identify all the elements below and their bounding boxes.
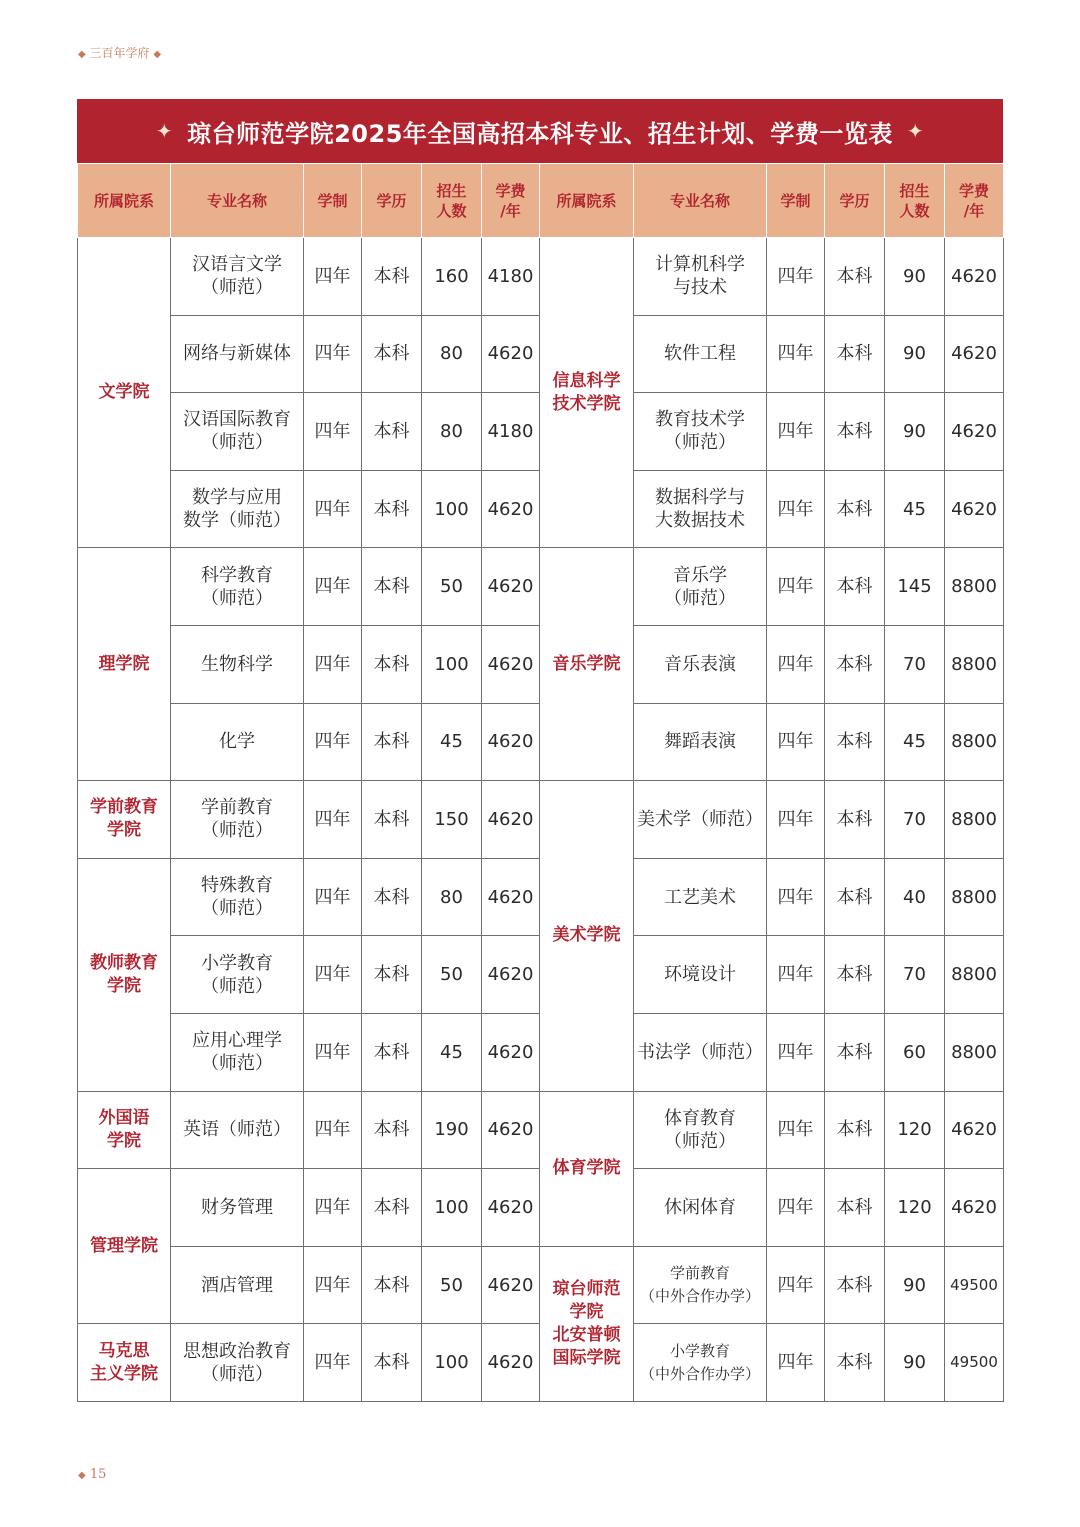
degree-cell: 本科 xyxy=(362,548,422,626)
duration-cell: 四年 xyxy=(304,238,362,316)
college-cell: 美术学院 xyxy=(540,781,634,1091)
degree-cell: 本科 xyxy=(825,470,885,548)
duration-cell: 四年 xyxy=(767,858,825,936)
degree-cell: 本科 xyxy=(362,1169,422,1247)
degree-cell: 本科 xyxy=(362,781,422,859)
degree-cell: 本科 xyxy=(825,315,885,393)
fee-cell: 4620 xyxy=(945,1091,1004,1169)
fee-cell: 4620 xyxy=(482,315,540,393)
major-cell: 数据科学与 大数据技术 xyxy=(634,470,767,548)
quota-cell: 100 xyxy=(422,1169,482,1247)
duration-cell: 四年 xyxy=(304,315,362,393)
degree-cell: 本科 xyxy=(825,548,885,626)
fee-cell: 4180 xyxy=(482,393,540,471)
col-header-duration: 学制 xyxy=(767,164,825,238)
fee-cell: 4620 xyxy=(482,781,540,859)
major-cell: 汉语国际教育 （师范） xyxy=(171,393,304,471)
fee-cell: 4180 xyxy=(482,238,540,316)
fee-cell: 4620 xyxy=(482,1246,540,1324)
duration-cell: 四年 xyxy=(304,625,362,703)
degree-cell: 本科 xyxy=(362,1013,422,1091)
quota-cell: 160 xyxy=(422,238,482,316)
duration-cell: 四年 xyxy=(767,625,825,703)
quota-cell: 120 xyxy=(885,1091,945,1169)
major-cell: 特殊教育 （师范） xyxy=(171,858,304,936)
duration-cell: 四年 xyxy=(767,548,825,626)
degree-cell: 本科 xyxy=(825,1324,885,1402)
diamond-icon: ◆ xyxy=(78,1470,86,1481)
quota-cell: 70 xyxy=(885,936,945,1014)
duration-cell: 四年 xyxy=(304,936,362,1014)
fee-cell: 4620 xyxy=(945,393,1004,471)
table-header-row xyxy=(78,164,1004,238)
quota-cell: 45 xyxy=(885,703,945,781)
major-cell: 休闲体育 xyxy=(634,1169,767,1247)
header-tag-text: 三百年学府 xyxy=(89,46,150,60)
col-header-fee: 学费 /年 xyxy=(482,164,540,238)
quota-cell: 190 xyxy=(422,1091,482,1169)
major-cell: 体育教育 （师范） xyxy=(634,1091,767,1169)
degree-cell: 本科 xyxy=(825,1169,885,1247)
fee-cell: 8800 xyxy=(945,625,1004,703)
duration-cell: 四年 xyxy=(304,393,362,471)
duration-cell: 四年 xyxy=(767,393,825,471)
fee-cell: 4620 xyxy=(945,315,1004,393)
fee-cell: 4620 xyxy=(482,858,540,936)
fee-cell: 4620 xyxy=(482,1324,540,1402)
college-cell: 教师教育 学院 xyxy=(78,858,171,1091)
fee-cell: 4620 xyxy=(482,548,540,626)
fee-cell: 4620 xyxy=(482,1013,540,1091)
major-cell: 化学 xyxy=(171,703,304,781)
page-header-tag xyxy=(78,44,161,61)
major-cell: 音乐表演 xyxy=(634,625,767,703)
major-cell: 网络与新媒体 xyxy=(171,315,304,393)
fee-cell: 4620 xyxy=(482,625,540,703)
duration-cell: 四年 xyxy=(304,470,362,548)
quota-cell: 90 xyxy=(885,1324,945,1402)
quota-cell: 60 xyxy=(885,1013,945,1091)
fee-cell: 4620 xyxy=(482,936,540,1014)
duration-cell: 四年 xyxy=(304,781,362,859)
degree-cell: 本科 xyxy=(362,315,422,393)
degree-cell: 本科 xyxy=(825,238,885,316)
fee-cell: 4620 xyxy=(482,470,540,548)
major-cell: 汉语言文学 （师范） xyxy=(171,238,304,316)
fee-cell: 8800 xyxy=(945,781,1004,859)
duration-cell: 四年 xyxy=(767,1246,825,1324)
duration-cell: 四年 xyxy=(767,703,825,781)
major-cell: 环境设计 xyxy=(634,936,767,1014)
college-cell: 体育学院 xyxy=(540,1091,634,1246)
fee-cell: 49500 xyxy=(945,1246,1004,1324)
table-title-bar xyxy=(77,99,1003,163)
col-header-degree: 学历 xyxy=(825,164,885,238)
quota-cell: 45 xyxy=(422,1013,482,1091)
col-header-degree: 学历 xyxy=(362,164,422,238)
degree-cell: 本科 xyxy=(362,1091,422,1169)
degree-cell: 本科 xyxy=(362,625,422,703)
duration-cell: 四年 xyxy=(767,1169,825,1247)
fee-cell: 4620 xyxy=(945,470,1004,548)
page-number-text: 15 xyxy=(89,1467,107,1482)
college-cell: 音乐学院 xyxy=(540,548,634,781)
degree-cell: 本科 xyxy=(825,781,885,859)
duration-cell: 四年 xyxy=(767,470,825,548)
duration-cell: 四年 xyxy=(767,781,825,859)
col-header-college: 所属院系 xyxy=(540,164,634,238)
duration-cell: 四年 xyxy=(767,1091,825,1169)
major-cell: 数学与应用 数学（师范） xyxy=(171,470,304,548)
diamond-icon: ◆ xyxy=(153,49,162,60)
major-cell: 应用心理学 （师范） xyxy=(171,1013,304,1091)
degree-cell: 本科 xyxy=(362,1324,422,1402)
quota-cell: 90 xyxy=(885,315,945,393)
college-cell: 管理学院 xyxy=(78,1169,171,1324)
major-cell: 美术学（师范） xyxy=(634,781,767,859)
major-cell: 英语（师范） xyxy=(171,1091,304,1169)
fee-cell: 4620 xyxy=(945,238,1004,316)
major-cell: 思想政治教育 （师范） xyxy=(171,1324,304,1402)
college-cell: 信息科学 技术学院 xyxy=(540,238,634,548)
college-cell: 外国语 学院 xyxy=(78,1091,171,1169)
fee-cell: 49500 xyxy=(945,1324,1004,1402)
sparkle-icon: ✦ xyxy=(906,119,925,143)
duration-cell: 四年 xyxy=(767,1324,825,1402)
quota-cell: 50 xyxy=(422,936,482,1014)
college-cell: 马克思 主义学院 xyxy=(78,1324,171,1402)
col-header-college: 所属院系 xyxy=(78,164,171,238)
table-row xyxy=(78,1246,1004,1324)
fee-cell: 4620 xyxy=(482,703,540,781)
col-header-duration: 学制 xyxy=(304,164,362,238)
table-row xyxy=(78,781,1004,859)
col-header-quota: 招生 人数 xyxy=(885,164,945,238)
fee-cell: 4620 xyxy=(482,1091,540,1169)
degree-cell: 本科 xyxy=(825,1013,885,1091)
quota-cell: 100 xyxy=(422,470,482,548)
major-cell: 学前教育 （师范） xyxy=(171,781,304,859)
quota-cell: 70 xyxy=(885,781,945,859)
major-cell: 小学教育 （中外合作办学） xyxy=(634,1324,767,1402)
college-cell: 文学院 xyxy=(78,238,171,548)
col-header-major: 专业名称 xyxy=(171,164,304,238)
major-cell: 学前教育 （中外合作办学） xyxy=(634,1246,767,1324)
quota-cell: 80 xyxy=(422,315,482,393)
col-header-major: 专业名称 xyxy=(634,164,767,238)
duration-cell: 四年 xyxy=(304,1091,362,1169)
quota-cell: 145 xyxy=(885,548,945,626)
duration-cell: 四年 xyxy=(304,703,362,781)
col-header-quota: 招生 人数 xyxy=(422,164,482,238)
quota-cell: 90 xyxy=(885,393,945,471)
degree-cell: 本科 xyxy=(825,393,885,471)
degree-cell: 本科 xyxy=(362,858,422,936)
major-cell: 生物科学 xyxy=(171,625,304,703)
major-cell: 舞蹈表演 xyxy=(634,703,767,781)
major-cell: 音乐学 （师范） xyxy=(634,548,767,626)
col-header-fee: 学费 /年 xyxy=(945,164,1004,238)
degree-cell: 本科 xyxy=(825,625,885,703)
page-number xyxy=(78,1467,106,1482)
fee-cell: 4620 xyxy=(482,1169,540,1247)
degree-cell: 本科 xyxy=(362,703,422,781)
duration-cell: 四年 xyxy=(767,238,825,316)
duration-cell: 四年 xyxy=(767,315,825,393)
duration-cell: 四年 xyxy=(304,1169,362,1247)
table-row xyxy=(78,548,1004,626)
quota-cell: 120 xyxy=(885,1169,945,1247)
table-title: 琼台师范学院2025年全国高招本科专业、招生计划、学费一览表 xyxy=(187,119,893,148)
degree-cell: 本科 xyxy=(825,936,885,1014)
admission-table-panel xyxy=(77,99,1003,1402)
degree-cell: 本科 xyxy=(825,703,885,781)
major-cell: 软件工程 xyxy=(634,315,767,393)
duration-cell: 四年 xyxy=(767,1013,825,1091)
sparkle-icon: ✦ xyxy=(155,119,174,143)
degree-cell: 本科 xyxy=(362,936,422,1014)
duration-cell: 四年 xyxy=(304,548,362,626)
diamond-icon: ◆ xyxy=(78,49,86,60)
table-row xyxy=(78,1091,1004,1169)
duration-cell: 四年 xyxy=(304,858,362,936)
college-cell: 琼台师范 学院 北安普顿 国际学院 xyxy=(540,1246,634,1401)
quota-cell: 90 xyxy=(885,238,945,316)
table-row xyxy=(78,238,1004,316)
fee-cell: 8800 xyxy=(945,548,1004,626)
degree-cell: 本科 xyxy=(362,470,422,548)
quota-cell: 150 xyxy=(422,781,482,859)
major-cell: 科学教育 （师范） xyxy=(171,548,304,626)
major-cell: 财务管理 xyxy=(171,1169,304,1247)
college-cell: 理学院 xyxy=(78,548,171,781)
fee-cell: 8800 xyxy=(945,858,1004,936)
duration-cell: 四年 xyxy=(304,1246,362,1324)
degree-cell: 本科 xyxy=(825,858,885,936)
degree-cell: 本科 xyxy=(825,1246,885,1324)
duration-cell: 四年 xyxy=(304,1324,362,1402)
college-cell: 学前教育 学院 xyxy=(78,781,171,859)
quota-cell: 45 xyxy=(885,470,945,548)
quota-cell: 70 xyxy=(885,625,945,703)
degree-cell: 本科 xyxy=(362,1246,422,1324)
quota-cell: 80 xyxy=(422,858,482,936)
fee-cell: 4620 xyxy=(945,1169,1004,1247)
quota-cell: 50 xyxy=(422,1246,482,1324)
admission-table xyxy=(77,163,1004,1402)
quota-cell: 45 xyxy=(422,703,482,781)
duration-cell: 四年 xyxy=(304,1013,362,1091)
duration-cell: 四年 xyxy=(767,936,825,1014)
major-cell: 小学教育 （师范） xyxy=(171,936,304,1014)
major-cell: 书法学（师范） xyxy=(634,1013,767,1091)
degree-cell: 本科 xyxy=(362,393,422,471)
major-cell: 酒店管理 xyxy=(171,1246,304,1324)
quota-cell: 100 xyxy=(422,1324,482,1402)
fee-cell: 8800 xyxy=(945,1013,1004,1091)
quota-cell: 90 xyxy=(885,1246,945,1324)
quota-cell: 100 xyxy=(422,625,482,703)
major-cell: 教育技术学 （师范） xyxy=(634,393,767,471)
quota-cell: 50 xyxy=(422,548,482,626)
quota-cell: 80 xyxy=(422,393,482,471)
major-cell: 计算机科学 与技术 xyxy=(634,238,767,316)
fee-cell: 8800 xyxy=(945,936,1004,1014)
major-cell: 工艺美术 xyxy=(634,858,767,936)
degree-cell: 本科 xyxy=(825,1091,885,1169)
quota-cell: 40 xyxy=(885,858,945,936)
fee-cell: 8800 xyxy=(945,703,1004,781)
degree-cell: 本科 xyxy=(362,238,422,316)
